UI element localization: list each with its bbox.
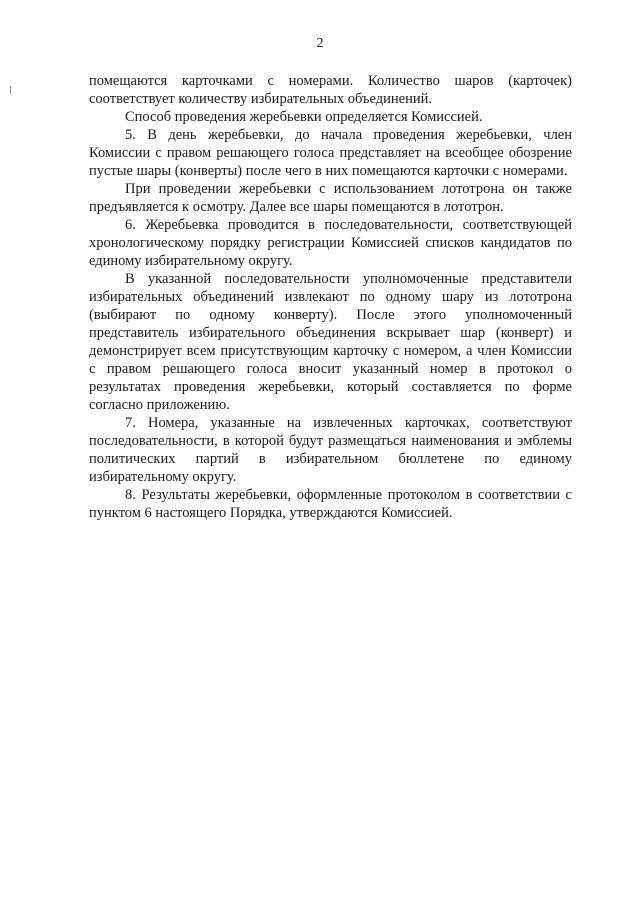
paragraph-sequence: В указанной последовательности уполномоченные представители избирательных объединений извлекают по одному шару из лототрона (выбирают по одному конверту). После этого уполномоченный представитель избирательного объединения вскрывает шар (конверт) и демонстрирует всем присутствующим карточку с номером, а член Комиссии с правом решающего голоса вносит указанный номер в протокол о результатах проведения жеребьевки, который составляется по форме согласно приложению. [89, 271, 572, 413]
paragraph-item-5: 5. В день жеребьевки, до начала проведения жеребьевки, член Комиссии с правом решающего голоса представляет на всеобщее обозрение пустые шары (конверты) после чего в них помещаются карточки с номерами. [89, 127, 572, 179]
paragraph-continuation: помещаются карточками с номерами. Количество шаров (карточек) соответствует количеству избирательных объединений. [89, 73, 572, 107]
paragraph-lottery-method: Способ проведения жеребьевки определяется Комиссией. [125, 109, 483, 125]
paragraph-item-8: 8. Результаты жеребьевки, оформленные протоколом в соответствии с пунктом 6 настоящего Порядка, утверждаются Комиссией. [89, 487, 572, 521]
document-body [89, 72, 572, 522]
paragraph-item-6: 6. Жеребьевка проводится в последовательности, соответствующей хронологическому порядку регистрации Комиссией списков кандидатов по единому избирательному округу. [89, 217, 572, 269]
paragraph-lototron: При проведении жеребьевки с использованием лототрона он также предъявляется к осмотру. Далее все шары помещаются в лототрон. [89, 181, 572, 215]
page-number: 2 [316, 36, 324, 51]
paragraph-item-7: 7. Номера, указанные на извлеченных карточках, соответствуют последовательности, в которой будут размещаться наименования и эмблемы политических партий в избирательном бюллетене по единому избирательному округу. [89, 415, 572, 485]
margin-mark [10, 86, 11, 94]
